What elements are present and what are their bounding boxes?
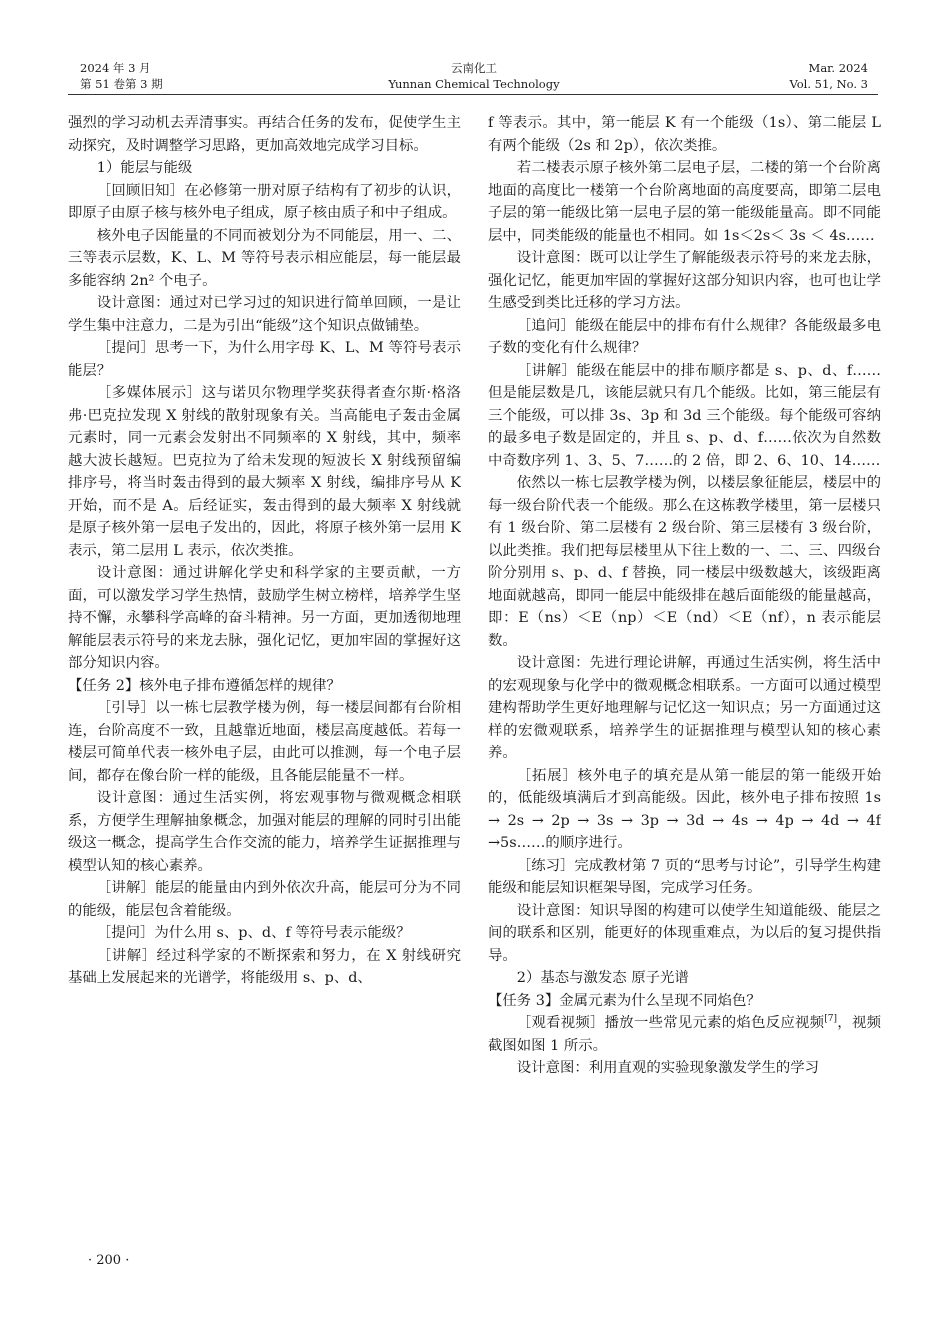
paragraph — [488, 472, 881, 652]
paragraph — [488, 900, 881, 968]
paragraph — [488, 1012, 881, 1057]
paragraph — [68, 922, 461, 945]
paragraph — [68, 157, 461, 180]
paragraph-text: ［讲解］能级在能层中的排布顺序都是 s、p、d、f……但是能层数是几，该能层就只有几个能级。比如，第三能层有三个能级，可以排 3s、3p 和 3d 三个能级。每个能级可容纳的最多电子数是固定的，并且 s、p、d、f……依次为自然数中奇数序列 1、3、5、7……的 2 倍，即 2、6、10、14…… — [488, 362, 881, 469]
paragraph-text: ［讲解］经过科学家的不断探索和努力，在 X 射线研究基础上发展起来的光谱学，将能级用 s、p、d、 — [68, 947, 461, 986]
paragraph-text: 设计意图：知识导图的构建可以使学生知道能级、能层之间的联系和区别，能更好的体现重难点，为以后的复习提供指导。 — [488, 902, 881, 964]
paragraph-text-tail: ，视频截图如图 1 所示。 — [488, 1015, 881, 1054]
paragraph — [68, 675, 461, 698]
paragraph-text: 若二楼表示原子核外第二层电子层，二楼的第一个台阶离地面的高度比一楼第一个台阶离地面的高度要高，即第二层电子层的第一能级比第一层电子层的第一能级能量高。即不同能层中，同类能级的能量也不相同。如 1s＜2s＜ 3s ＜ 4s…… — [488, 160, 881, 244]
paragraph-text: 设计意图：利用直观的实验现象激发学生的学习 — [516, 1060, 820, 1076]
paragraph — [488, 360, 881, 473]
paragraph-text: 设计意图：通过讲解化学史和科学家的主要贡献，一方面，可以激发学习学生热情，鼓励学生树立榜样，培养学生坚持不懈，永攀科学高峰的奋斗精神。另一方面，更加透彻地理解能层表示符号的来龙去脉，强化记忆，更加牢固的掌握好这部分知识内容。 — [68, 565, 461, 671]
paragraph-text: ［引导］以一栋七层教学楼为例，每一楼层间都有台阶相连，台阶高度不一致，且越靠近地面，楼层高度越低。若每一楼层可简单代表一核外电子层，由此可以推测，每一个电子层间，都存在像台阶一样的能级，且各能层能量不一样。 — [68, 700, 461, 784]
paragraph — [488, 112, 881, 157]
paragraph-text: ［观看视频］播放一些常见元素的焰色反应视频 — [516, 1015, 825, 1031]
paragraph — [488, 990, 881, 1013]
paragraph — [488, 967, 881, 990]
journal-title-block — [80, 60, 868, 92]
paragraph-text: 设计意图：先进行理论讲解，再通过生活实例，将生活中的宏观现象与化学中的微观概念相联系。一方面可以通过模型建构帮助学生更好地理解与记忆这一知识点；另一方面通过这样的宏微观联系，培养学生的证据推理与模型认知的核心素养。 — [488, 655, 881, 761]
left-text-column — [68, 112, 461, 1262]
paragraph-text: 核外电子因能量的不同而被划分为不同能层，用一、二、三等表示层数，K、L、M 等符号表示相应能层，每一能层最多能容纳 2n² 个电子。 — [68, 227, 461, 289]
paragraph-text: 设计意图：通过生活实例，将宏观事物与微观概念相联系，方便学生理解抽象概念，加强对能层的理解的同时引出能级这一概念，提高学生合作交流的能力，培养学生证据推理与模型认知的核心素养。 — [68, 790, 461, 874]
journal-title-cn: 云南化工 — [451, 61, 497, 75]
paragraph-text: ［追问］能级在能层中的排布有什么规律？各能级最多电子数的变化有什么规律？ — [488, 317, 881, 356]
paragraph — [68, 337, 461, 382]
paragraph — [68, 697, 461, 787]
paragraph — [68, 112, 461, 157]
paragraph-text: 强烈的学习动机去弄清事实。再结合任务的发布，促使学生主动探究，及时调整学习思路，更加高效地完成学习目标。 — [68, 115, 461, 154]
volume-issue-en: Vol. 51, No. 3 — [789, 77, 868, 91]
paragraph — [68, 877, 461, 922]
right-text-column — [488, 112, 881, 1262]
paragraph — [68, 562, 461, 675]
paragraph-text: 设计意图：通过对已学习过的知识进行简单回顾，一是让学生集中注意力，二是为引出“能级”这个知识点做铺垫。 — [68, 295, 461, 334]
issue-date: 2024 年 3 月 — [80, 61, 151, 75]
volume-issue: 第 51 卷第 3 期 — [80, 77, 163, 91]
paragraph — [488, 855, 881, 900]
paragraph-text: 【任务 2】核外电子排布遵循怎样的规律？ — [68, 677, 341, 694]
journal-title-en: Yunnan Chemical Technology — [388, 77, 560, 91]
paragraph — [68, 292, 461, 337]
issue-date-en-block — [789, 60, 868, 92]
paragraph — [488, 765, 881, 855]
paragraph-text: ［多媒体展示］这与诺贝尔物理学奖获得者查尔斯·格洛弗·巴克拉发现 X 射线的散射现象有关。当高能电子轰击金属元素时，同一元素会发射出不同频率的 X 射线，其中，频率越大波长越短。巴克拉为了给未发现的短波长 X 射线预留编排序号，将当时轰击得到的最大频率 X 射线，编排序号从 K 开始，而不是 A。后经证实，轰击得到的最大频率 X 射线就是原子核外第一层电子发出的，因此，将原子核外第一层用 K 表示，第二层用 L 表示，依次类推。 — [68, 385, 461, 559]
paragraph — [68, 787, 461, 877]
paragraph-text: 设计意图：既可以让学生了解能级表示符号的来龙去脉，强化记忆，能更加牢固的掌握好这部分知识内容，也可也让学生感受到类比迁移的学习方法。 — [488, 250, 881, 311]
header-divider — [68, 94, 878, 95]
paragraph-text: 1）能层与能级 — [96, 160, 193, 176]
issue-date-en: Mar. 2024 — [808, 61, 868, 75]
paragraph — [488, 157, 881, 247]
paragraph-text: ［练习］完成教材第 7 页的“思考与讨论”，引导学生构建能级和能层知识框架导图，完成学习任务。 — [488, 857, 881, 896]
paragraph-text: ［讲解］能层的能量由内到外依次升高，能层可分为不同的能级，能层包含着能级。 — [68, 880, 461, 919]
paragraph — [68, 945, 461, 990]
citation-ref: [7] — [824, 1014, 838, 1025]
paragraph-text: ［提问］思考一下，为什么用字母 K、L、M 等符号表示能层？ — [68, 340, 461, 379]
page-header — [80, 60, 868, 94]
paragraph-text: ［提问］为什么用 s、p、d、f 等符号表示能级？ — [96, 925, 411, 941]
paragraph-text: ［拓展］核外电子的填充是从第一能层的第一能级开始的，低能级填满后才到高能级。因此，核外电子排布按照 1s → 2s → 2p → 3s → 3p → 3d → 4s → 4p → 4d → 4f →5s……的顺序进行。 — [488, 767, 881, 851]
paragraph-text: ［回顾旧知］在必修第一册对原子结构有了初步的认识，即原子由原子核与核外电子组成，原子核由质子和中子组成。 — [68, 182, 461, 221]
paragraph — [68, 382, 461, 562]
paragraph — [488, 315, 881, 360]
paragraph — [488, 652, 881, 765]
paragraph — [488, 247, 881, 315]
paragraph-text: 依然以一栋七层教学楼为例，以楼层象征能层，楼层中的每一级台阶代表一个能级。那么在这栋教学楼里，第一层楼只有 1 级台阶、第二层楼有 2 级台阶、第三层楼有 3 级台阶，以此类推。我们把每层楼里从下往上数的一、二、三、四级台阶分别用 s、p、d、f 替换，同一楼层中级数越大，该级距离地面就越高，即同一能层中能级排在越后面能级的能量越高，即：E（ns）＜E（np）＜E（nd）＜E（nf），n 表示能层数。 — [488, 475, 881, 649]
paragraph — [68, 180, 461, 225]
paragraph-text: 2）基态与激发态 原子光谱 — [516, 970, 689, 986]
paragraph — [68, 225, 461, 293]
page-number: · 200 · — [88, 1253, 130, 1268]
paragraph-text: 【任务 3】金属元素为什么呈现不同焰色？ — [488, 992, 761, 1009]
paragraph — [488, 1057, 881, 1080]
paragraph-text: f 等表示。其中，第一能层 K 有一个能级（1s）、第二能层 L 有两个能级（2s 和 2p），依次类推。 — [488, 115, 881, 154]
